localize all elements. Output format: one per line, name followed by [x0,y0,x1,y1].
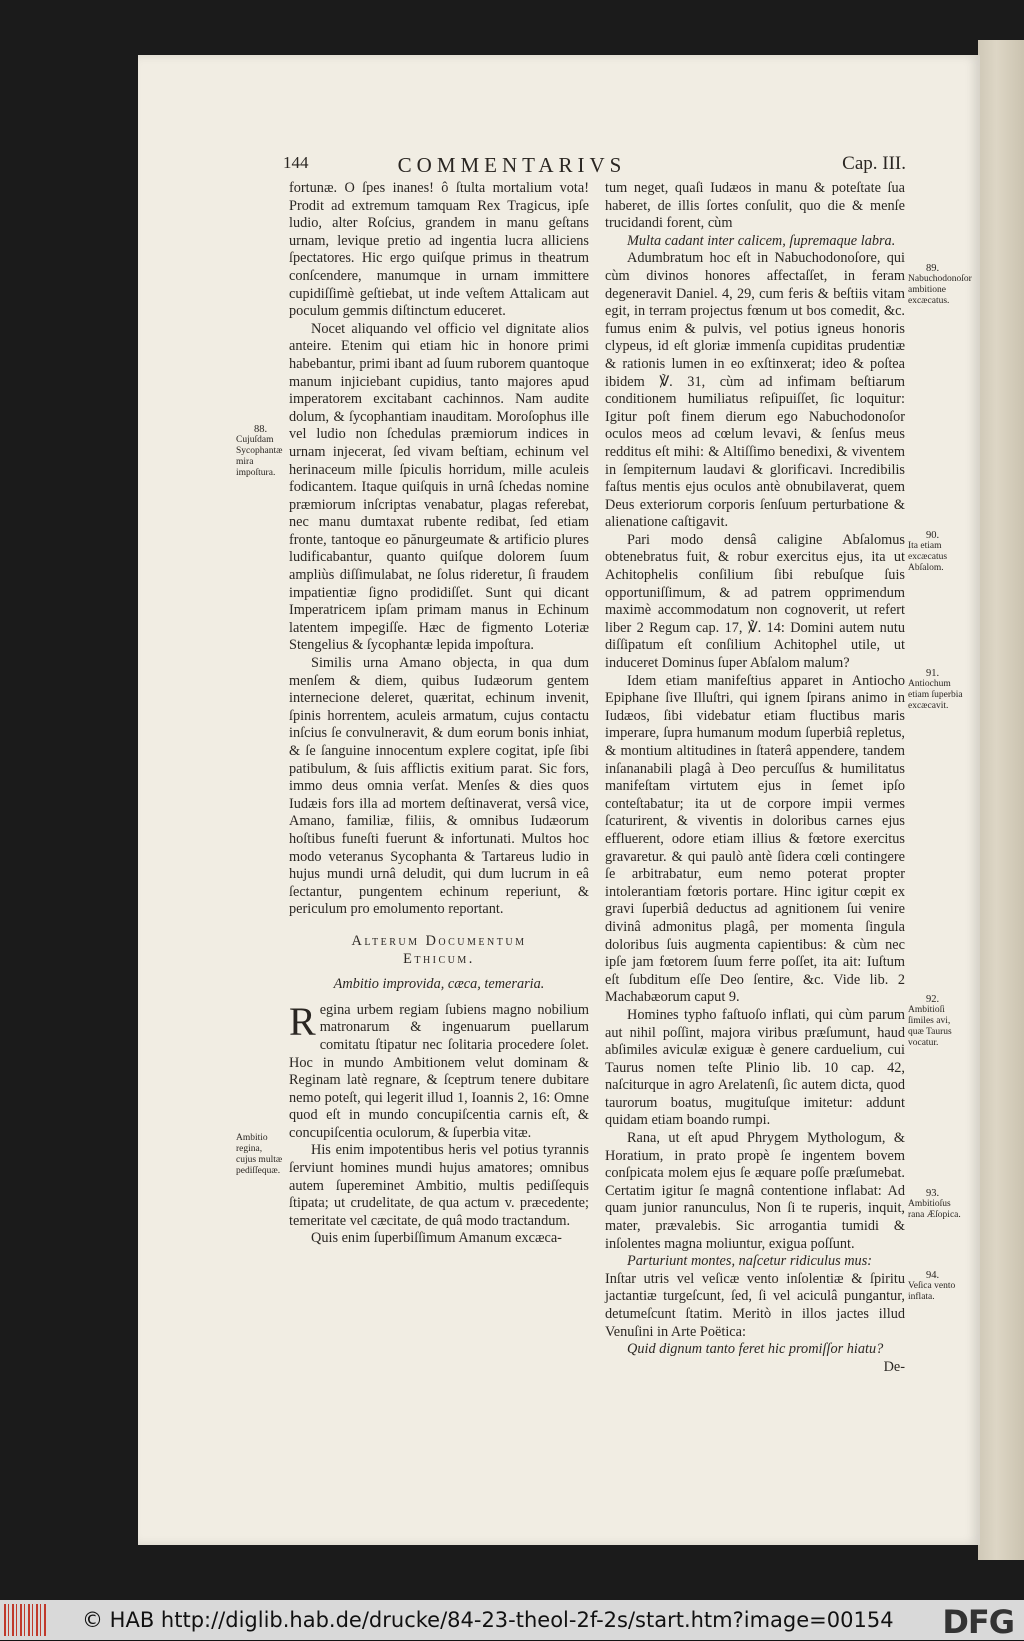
section-title: Alterum Documentum [351,932,527,949]
paragraph: Rana, ut eſt apud Phrygem Mythologum, & Horatium, in prato propè ſe ingentem bovem conſpicata molem ejus ſe æquare poſſe præſumebat. Certatim igitur ſe magnâ contentione inflabat: Ad quam junior ranunculus, Non ſi te ruperis, inquit, mater, prævalebis. Sic arrogantia tumidi & inſolentes magna moliuntur, exigua poſſunt. [605,1130,905,1252]
paragraph: Quis enim ſuperbiſſimum Amanum excæca- [311,1230,562,1247]
paragraph-with-initial [289,998,589,1143]
verse-quote: Parturiunt montes, naſcetur ridiculus mus: [627,1253,873,1270]
marginal-note: Ambitio regina, cujus multæ pediſſequæ. [236,1133,283,1176]
marginal-note: 94. Veſica vento inflata. [908,1270,956,1302]
verse-quote: Quid dignum tanto feret hic promiſſor hiatu? [627,1341,884,1358]
marginal-note: 90. Ita etiam excæcatus Abſalom. [908,530,948,573]
drop-cap: R [289,998,316,1044]
paragraph: Adumbratum hoc eſt in Nabuchodonoſore, qui cùm divinos honores affectaſſet, in feram degeneravit Daniel. 4, 29, cum feris & beſtiis vitam egit, in terram projectus fœnum ut bos comedit, &c. fumus enim & pulvis, vel potius igneus honoris clypeus, id eſt gloriæ immenſa cupiditas prudentiæ & rationis lumen in eo exſtinxerat; ideo & poſtea ibidem ℣. 31, cùm ad infimam beſtiarum conditionem humiliatus reſipuiſſet, ſic loquitur: Igitur poſt finem dierum ego Nabuchodonoſor oculos meos ad cœlum levavi, & ſenſus meus redditus eſt mihi: & Altiſſimo benedixi, & viventem in ſempiternum laudavi & glorificavi. Incredibilis faſtus mentis ejus oculos antè obnubilaverat, quem Deus exteriorum corporis ſenſuum perturbatione & alienatione caſtigavit. [605,250,905,531]
verse-quote: Multa cadant inter calicem, ſupremaque labra. [627,232,896,249]
marginal-note: 92. Ambitioſi ſimiles avi, quæ Taurus vocatur. [908,994,952,1048]
page-number: 144 [283,153,309,172]
chapter-label: Cap. III. [842,153,906,174]
left-column [289,180,589,1248]
paragraph: fortunæ. O ſpes inanes! ô ſtulta mortalium vota! Prodit ad extremum tamquam Rex Tragicus, ipſe ludio, alter Roſcius, grandem in manu geſtans urnam, levique pretio ad ingentia lucra alliciens ſpectatores. Hic ergo quiſque primus in theatrum conſcendere, manumque in urnam immittere cupidiſſimè geſtiebat, ut inde veſtem Attalicam aut poculum gemmis diſtinctum educeret. [289,180,589,320]
paragraph: Idem etiam manifeſtius apparet in Antiocho Epiphane ſive Illuſtri, qui ignem ſpirans animo in Iudæos, ſibi videbatur etiam fluctibus maris imperare, ſupra humanum modum ſuperbiâ repletus, & montium altitudines in ſtaterâ appendere, tandem inſananabili plagâ à Deo percuſſus & humilitatus manifeſtam virtutem ejus in ſemet ipſo conteſtabatur; ita ut de corpore impii vermes ſcaturirent, & viventis in doloribus carnes ejus effluerent, odore etiam illius & fœtore exercitus gravaretur. & qui paulò antè ſidera cœli contingere ſe arbitrabatur, eum nemo poterat propter intolerantiam fœtoris portare. Hinc igitur cœpit ex gravi ſuperbiâ deductus ad agnitionem ſui venire divinâ admonitus plagâ, per momenta ſingula doloribus ſuis augmenta capientibus: & cùm nec ipſe jam fœtorem ſuum ferre poſſet, ita ait: Iuſtum eſt ſubditum eſſe Deo ſentire, &c. Vide lib. 2 Machabæorum caput 9. [605,672,905,1006]
paragraph: tum neget, quaſi Iudæos in manu & poteſtate ſua haberet, de illis ſortes conſulit, quo die & menſe trucidandi forent, cùm [605,180,905,232]
marginal-note: 88. Cujuſdam Sycophantæ mira impoſtura. [236,424,283,478]
section-subtitle: Ambitio improvida, cæca, temeraria. [333,976,545,993]
marginal-note: 91. Antiochum etiam ſuperbia excæcavit. [908,668,963,711]
right-column [605,180,905,1376]
paragraph: Inſtar utris vel veſicæ vento inſolentiæ & ſpiritu jactantiæ turgeſcunt, ſed, ſi vel aciculâ pungantur, detumeſcunt ſtatim. Meritò in illos jactes illud Venuſini in Arte Poëtica: [605,1270,905,1340]
paragraph: Similis urna Amano objecta, in qua dum menſem & diem, quibus Iudæorum gentem internecione deleret, quæritat, echinum invenit, ſpinis horrentem, aculeis armatum, cujus contactu inſcius ſe convulneravit, & dum eorum bonis inhiat, & ſe ſanguine innocentum explere cogitat, ipſe ſibi patibulum, & ſuis afflictis exitium parat. Sic fors, immo deus omnia verſat. Menſes & dies quos Iudæis fors illa ad mortem deſtinaverat, versâ vice, Amano, familiæ, filiis, & omnibus Iudæorum hoſtibus funeſti fuerunt & infortunati. Multos hoc modo veteranus Sycophanta & Tartareus ludio in hujus mundi urnâ deludit, qui dum lucrum in eâ ſectantur, pungentem echinum reperiunt, & periculum pro emolumento reportant. [289,655,589,918]
barcode-icon [4,1604,48,1636]
paragraph: Nocet aliquando vel officio vel dignitate alios anteire. Etenim qui etiam hic in honore primi habebantur, primi ibant ad ſuum ruborem quantoque manum injiciebant cupidius, tanto majores apud imperatorem excitabant cachinnos. Nam audite dolum, & ſycophantiam inauditam. Moroſophus ille vel ludio non ſchedulas præmiorum indices in urnam injecerat, ſed vivam beſtiam, echinum vel herinaceum mille ſpiculis horridum, mille aculeis fodicantem. Itaque quiſquis in urnâ ſchedas nomine præmiorum inſcriptas venabatur, plagas referebat, nec manu dumtaxat rubente redibat, ſed etiam fronte, tantoque eo pănurgeumate & artificio plures ludificabantur, quanto quiſque dolorem ſuum ampliùs diſſimulabat, ne ſolus rideretur, ſi fraudem impatientiæ ſigno prodidiſſet. Sunt qui dicant Imperatricem ipſam primam manus in Echinum latentem impegiſſe. Hæc de figmento Loteriæ Stengelius & ſycophantæ lepida impoſtura. [289,320,589,654]
copyright-link[interactable]: © HAB http://diglib.hab.de/drucke/84-23-theol-2f-2s/start.htm?image=00154 [82,1608,894,1632]
paragraph: His enim impotentibus heris vel potius tyrannis ſerviunt homines mundi hujus amatores; omnibus autem ſupereminet Ambitio, multis pediſſequis ſtipata; ut crudelitate, de qua actum v. præcedente; temeritate vel cæcitate, de quâ modo tractandum. [289,1142,589,1229]
footer-bar [0,1600,1024,1640]
running-title: COMMENTARIVS [397,153,627,177]
catchword: De- [883,1358,905,1375]
dfg-logo: DFG [942,1603,1014,1641]
paragraph: Pari modo densâ caligine Abſalomus obtenebratus fuit, & robur exercitus ejus, ita ut Achitophelis conſilium ſibi rebuſque ſuis opportuniſſimum, & ad patrem opprimendum maximè accommodatum non cognoverit, ut refert liber 2 Regum cap. 17, ℣. 14: Domini autem nutu diſſipatum eſt conſilium Achitophel utile, ut induceret Dominus ſuper Abſalom malum? [605,531,905,672]
paragraph-text: egina urbem regiam ſubiens magno nobilium matronarum & ingenuarum puellarum comitatu ſtipatur nec ſolitaria procedere ſolet. Hoc in mundo Ambitionem velut dominam & Reginam latè regnare, & ſceptrum tenere dubitare nemo poteſt, qui legerit illud 1, Ioannis 2, 16: Omne quod eſt in mundo concupiſcentia carnis eſt, & concupiſcentia oculorum, & ſuperbia vitæ. [289,1001,589,1141]
marginal-note: 93. Ambitioſus rana Æſopica. [908,1188,961,1220]
adjacent-page-edge [978,40,1024,1560]
marginal-note: 89. Nabuchodonoſor ambitione excæcatus. [908,263,972,306]
section-title-line2: Ethicum. [403,950,475,967]
paragraph: Homines typho faſtuoſo inflati, qui cùm parum aut nihil poſſint, majora viribus præſumunt, haud abſimiles aviculæ exiguæ è genere carduelium, cui Taurus nomen teſte Plinio lib. 10 cap. 42, naſciturque in agro Arelatenſi, ſic autem dicta, quod taurorum boatus, mugituſque imitetur: addunt quidam etiam boando rumpi. [605,1006,905,1129]
